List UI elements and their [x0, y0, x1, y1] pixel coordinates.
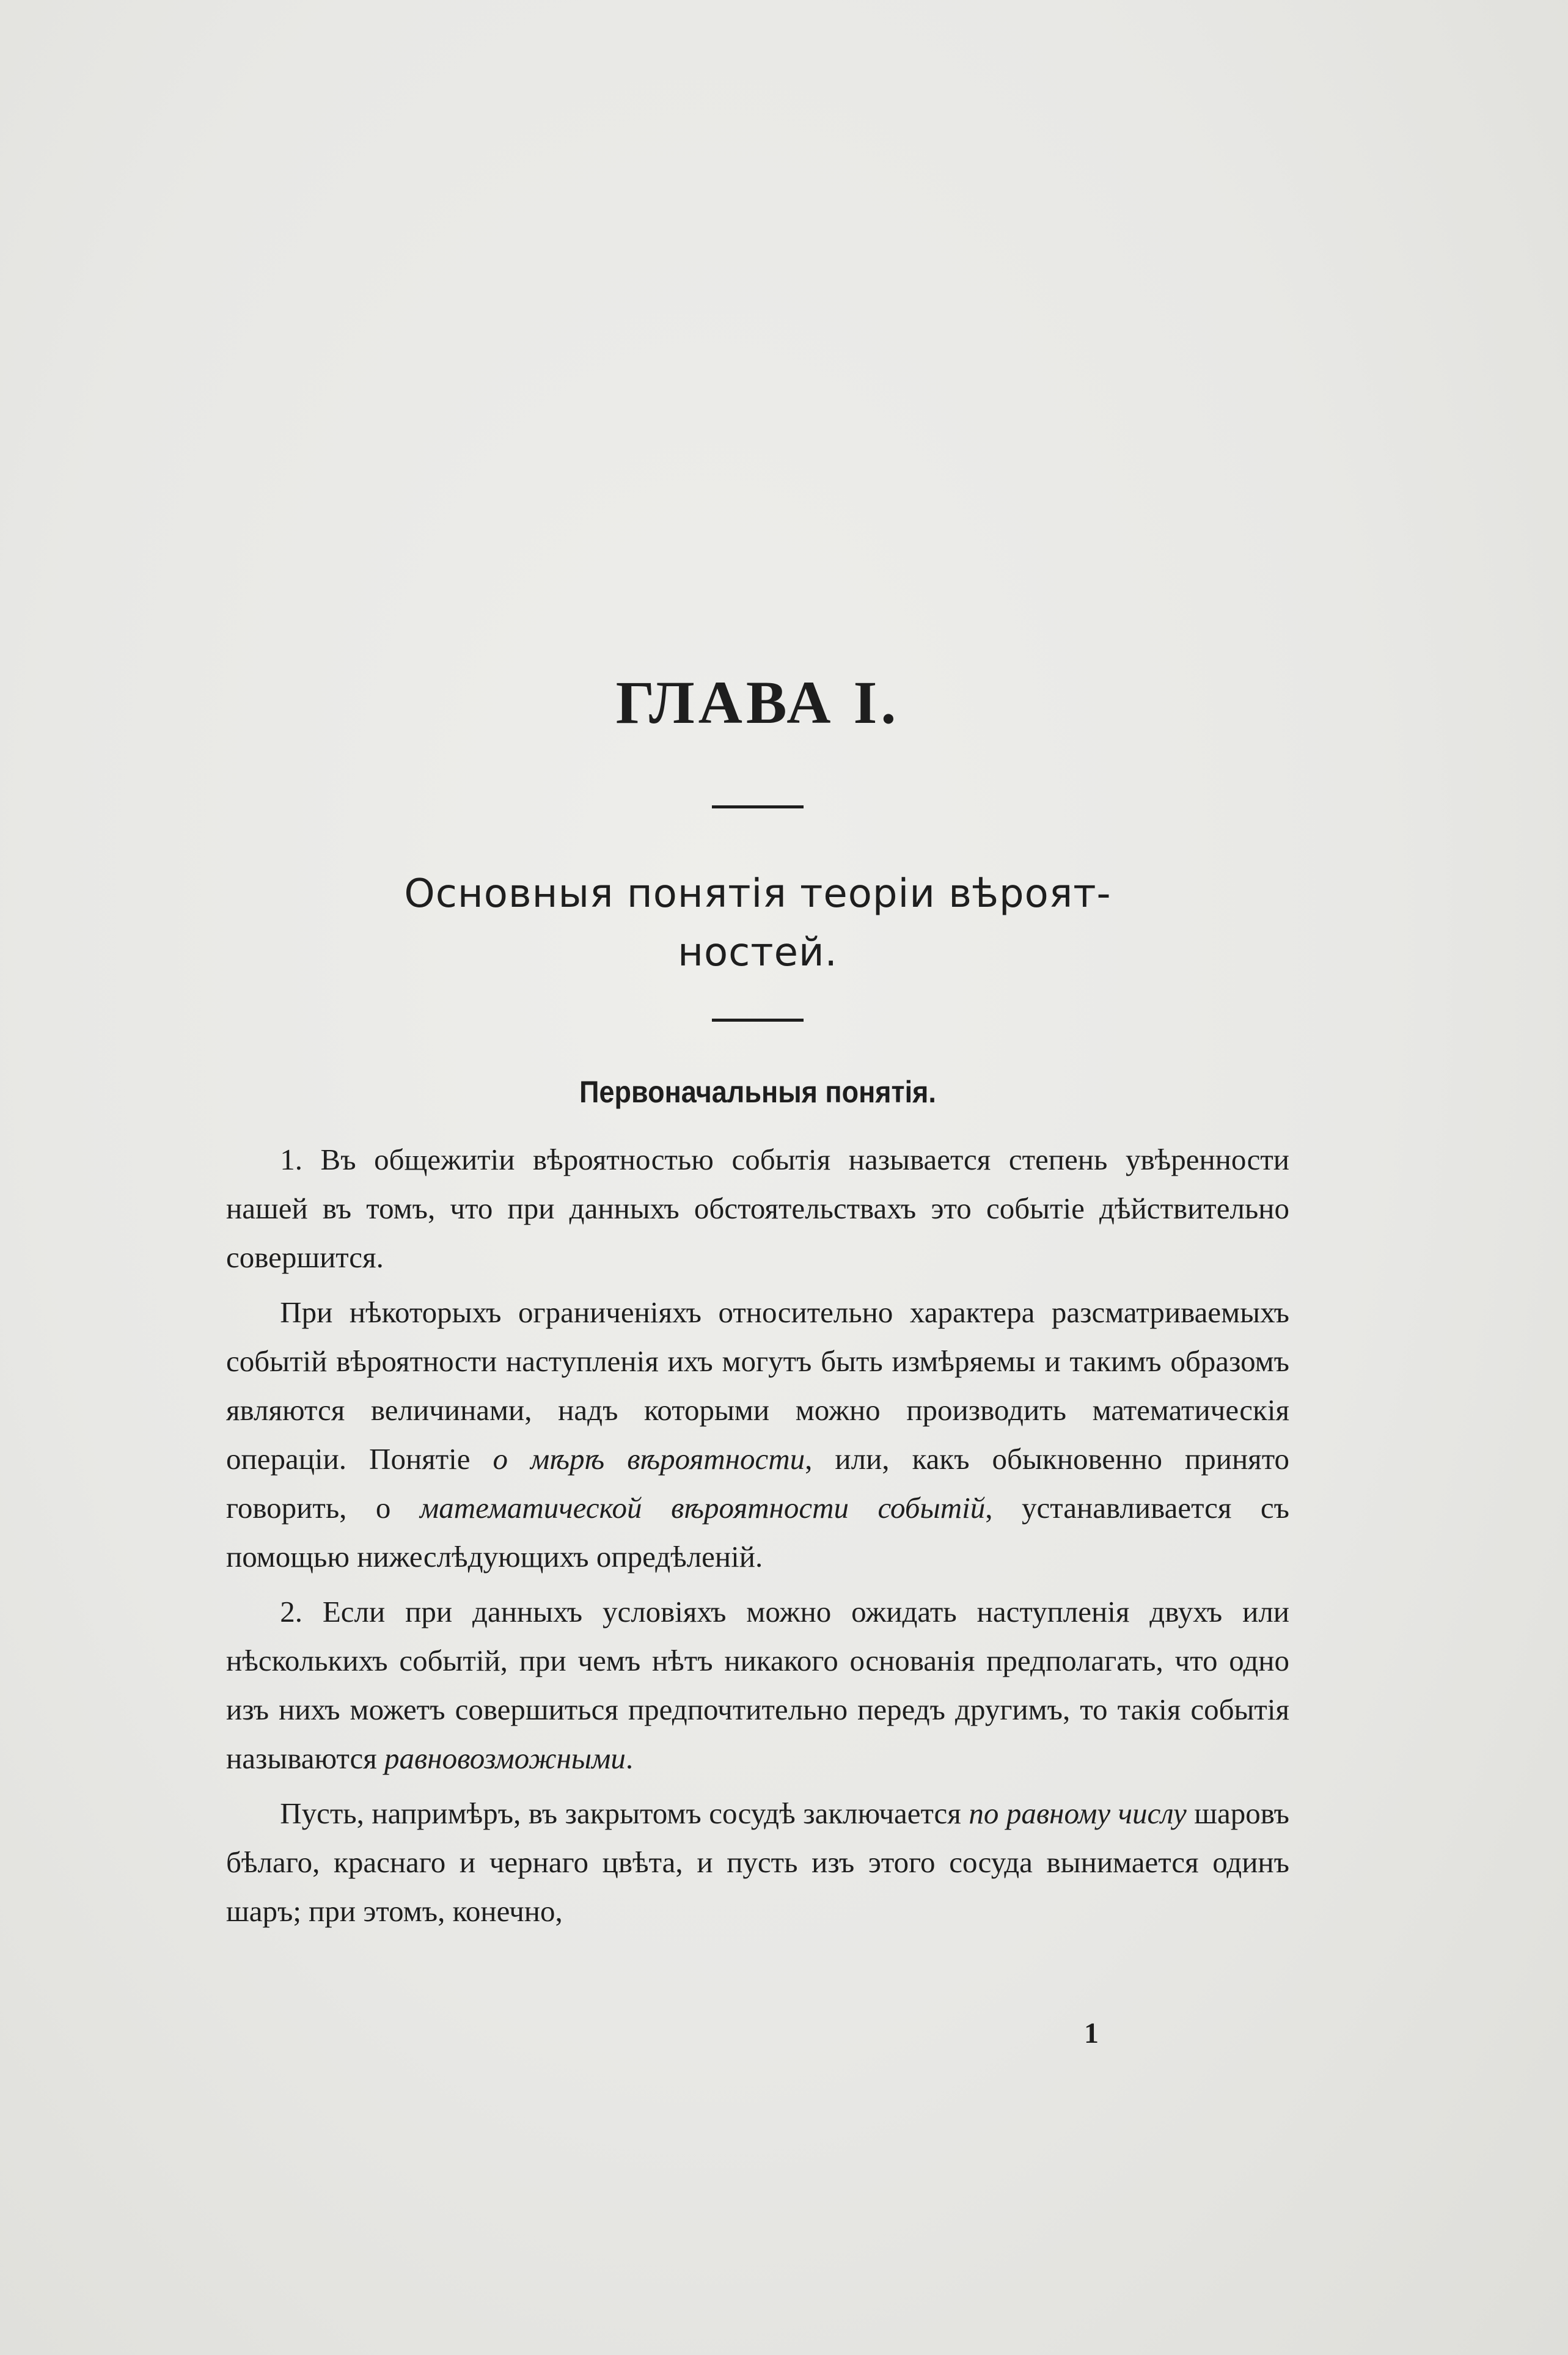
chapter-title: ГЛАВА I. — [615, 668, 900, 736]
paragraph-2-text-a: При нѣкоторыхъ ограниченіяхъ относительно характера разсматриваемыхъ событій вѣроятности наступленія ихъ могутъ быть измѣряемы и такимъ образомъ являются величинами, надъ которыми можно производить математическія операціи. Понятіе — [226, 1295, 1289, 1476]
paragraph-2-text-c: , устанавливается съ помощью нижеслѣдующихъ опредѣленій. — [226, 1491, 1289, 1573]
paragraph-4 — [226, 1789, 1289, 1936]
text-column — [226, 668, 1290, 1936]
paragraph-1: 1. Въ общежитіи вѣроятностью событія называется степень увѣренности нашей въ томъ, что при данныхъ обстоятельствахъ это событіе дѣйствительно совершится. — [226, 1143, 1289, 1274]
subsection-title: Первоначальныя понятія. — [579, 1075, 936, 1109]
divider-rule — [712, 805, 804, 808]
paragraph-3-italic-1: равновозможными — [384, 1742, 626, 1775]
paragraph-3-text-b: . — [625, 1742, 634, 1775]
paragraph-2-text-b: , или, какъ обыкновенно принято говорить, о — [226, 1442, 1289, 1525]
divider-rule — [712, 1019, 804, 1022]
paragraph-2-italic-1: о мѣрѣ вѣроятности — [493, 1442, 805, 1476]
section-title — [226, 865, 1289, 982]
page-number: 1 — [1084, 2017, 1099, 2049]
paragraph-2 — [226, 1288, 1289, 1581]
section-title-line1: Основныя понятія теоріи вѣроят- — [404, 871, 1112, 917]
section-title-line2: ностей. — [678, 930, 838, 975]
paragraph-3 — [226, 1588, 1289, 1783]
paragraph-4-italic-1: по равному числу — [969, 1796, 1187, 1830]
paragraph-4-text-a: Пусть, напримѣръ, въ закрытомъ сосудѣ заключается — [280, 1796, 969, 1830]
paragraph-3-text-a: 2. Если при данныхъ условіяхъ можно ожидать наступленія двухъ или нѣсколькихъ событій, при чемъ нѣтъ никакого основанія предполагать, что одно изъ нихъ можетъ совершиться предпочтительно передъ другимъ, то такія событія называются — [226, 1595, 1289, 1775]
paragraph-2-italic-2: математической вѣроятности событій — [419, 1491, 986, 1525]
paragraph-4-text-b: шаровъ бѣлаго, краснаго и чернаго цвѣта, и пусть изъ этого сосуда вынимается одинъ шаръ; при этомъ, конечно, — [226, 1796, 1290, 1928]
